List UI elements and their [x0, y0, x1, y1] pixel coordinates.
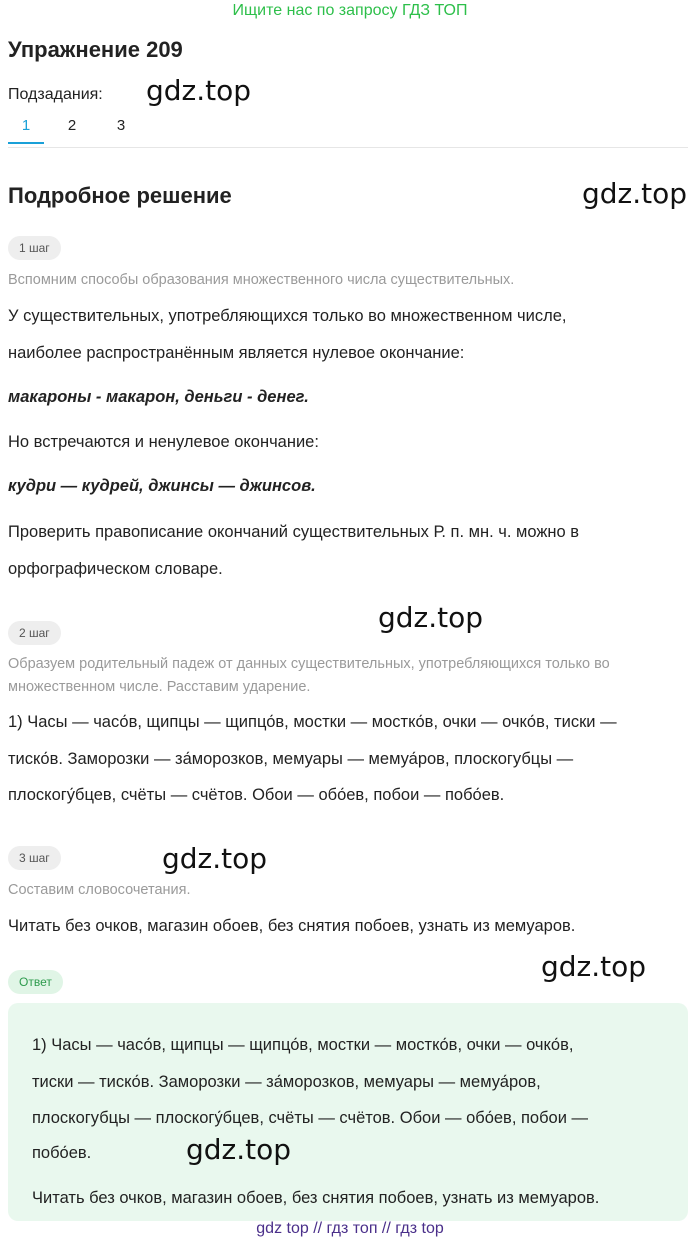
answer-badge: Ответ: [8, 970, 63, 994]
step-badge: 1 шаг: [8, 236, 61, 260]
watermark: gdz.top: [186, 1133, 292, 1166]
answer-line: 1) Часы — часо́в, щипцы — щипцо́в, мостки — мостко́в, очки — очко́в,: [32, 1036, 574, 1054]
watermark: gdz.top: [162, 842, 268, 875]
footer-links[interactable]: gdz top // гдз топ // гдз top: [256, 1220, 444, 1237]
answer-line: тиски — тиско́в. Заморозки — за́морозков, мемуары — мемуа́ров,: [32, 1073, 541, 1091]
step-hint-line: множественном числе. Расставим ударение.: [8, 679, 311, 695]
example-line: кудри — кудрей, джинсы — джинсов.: [8, 477, 316, 495]
step-hint-line: Образуем родительный падеж от данных существительных, употребляющихся только во: [8, 656, 610, 672]
watermark: gdz.top: [541, 950, 647, 983]
tab-3[interactable]: 3: [116, 117, 126, 134]
step-text-line: 1) Часы — часо́в, щипцы — щипцо́в, мостки — мостко́в, очки — очко́в, тиски —: [8, 713, 617, 731]
watermark: gdz.top: [378, 601, 484, 634]
watermark: gdz.top: [146, 74, 252, 107]
answer-line: плоскогубцы — плоскогу́бцев, счёты — счётов. Обои — обо́ев, побои —: [32, 1109, 589, 1127]
step-text-line: плоскогу́бцев, счёты — счётов. Обои — обо́ев, побои — побо́ев.: [8, 786, 505, 804]
step-badge: 2 шаг: [8, 621, 61, 645]
step-text-line: Читать без очков, магазин обоев, без снятия побоев, узнать из мемуаров.: [8, 917, 576, 935]
step-text-line: У существительных, употребляющихся только во множественном числе,: [8, 307, 567, 325]
example-line: макароны - макарон, деньги - денег.: [8, 388, 309, 406]
answer-line: Читать без очков, магазин обоев, без снятия побоев, узнать из мемуаров.: [32, 1189, 600, 1207]
step-text-line: Но встречаются и ненулевое окончание:: [8, 433, 319, 451]
step-text-line: тиско́в. Заморозки — за́морозков, мемуары — мемуа́ров, плоскогубцы —: [8, 750, 574, 768]
section-title: Подробное решение: [8, 183, 232, 208]
subtasks-label: Подзадания:: [8, 86, 103, 103]
subtask-tabs: [8, 117, 688, 148]
tab-2[interactable]: 2: [67, 117, 77, 134]
watermark: gdz.top: [582, 177, 688, 210]
step-text-line: наиболее распространённым является нулевое окончание:: [8, 344, 465, 362]
step-text-line: орфографическом словаре.: [8, 560, 223, 578]
answer-line: побо́ев.: [32, 1144, 92, 1162]
step-hint: Вспомним способы образования множественного числа существительных.: [8, 272, 515, 288]
step-hint: Составим словосочетания.: [8, 882, 191, 898]
page-title: Упражнение 209: [8, 37, 183, 62]
tab-1[interactable]: 1: [8, 117, 44, 144]
step-badge: 3 шаг: [8, 846, 61, 870]
step-text-line: Проверить правописание окончаний существительных Р. п. мн. ч. можно в: [8, 523, 580, 541]
search-hint-link[interactable]: Ищите нас по запросу ГДЗ ТОП: [232, 2, 468, 19]
